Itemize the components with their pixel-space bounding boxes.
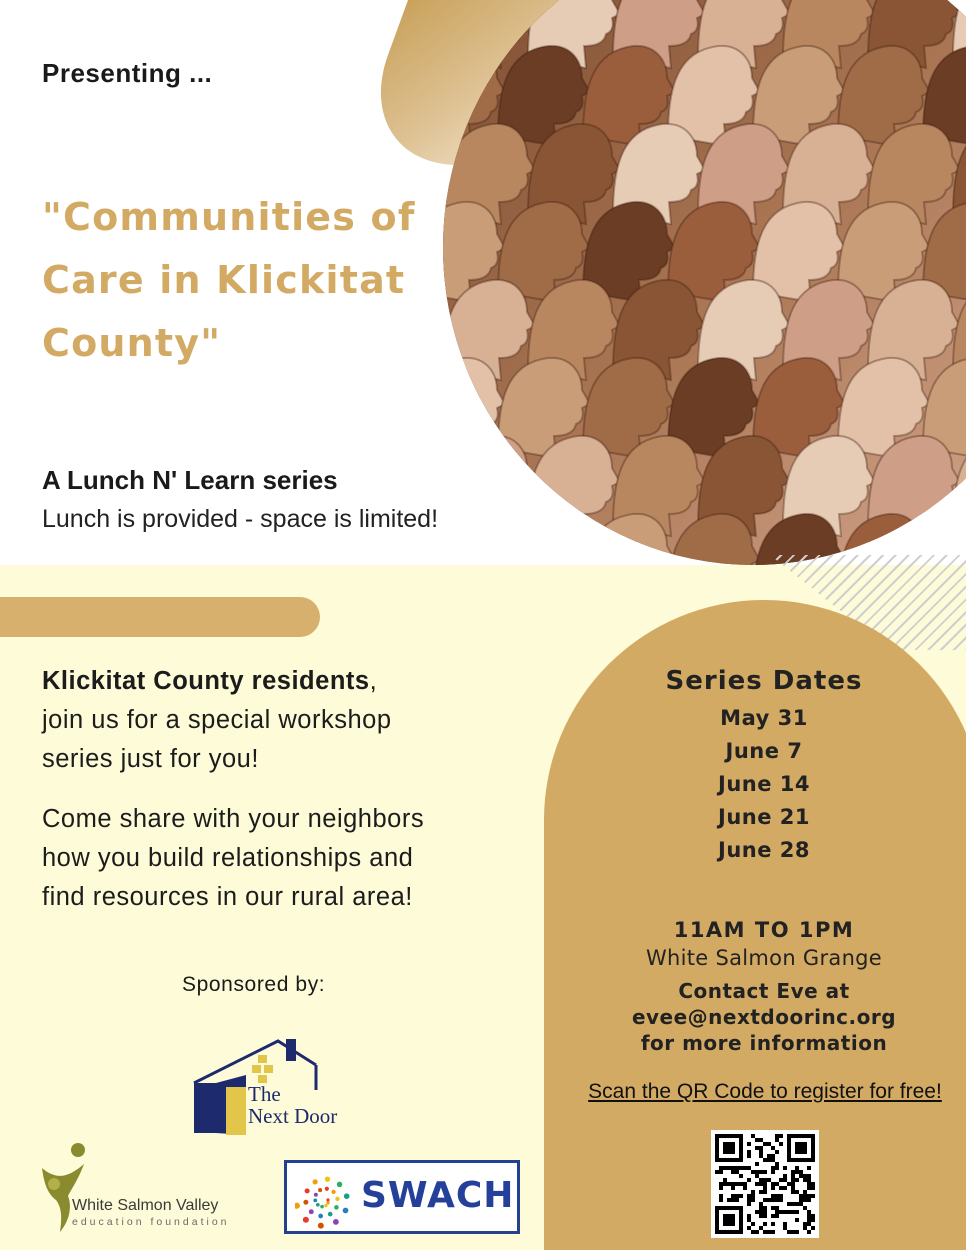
qr-module	[767, 1142, 771, 1146]
qr-module	[755, 1138, 759, 1142]
qr-module	[747, 1150, 751, 1154]
qr-module	[803, 1190, 807, 1194]
qr-module	[743, 1166, 747, 1170]
qr-module	[747, 1202, 751, 1206]
qr-module	[759, 1146, 763, 1150]
qr-module	[807, 1222, 811, 1226]
qr-module	[807, 1174, 811, 1178]
contact-info-line: for more information	[640, 1031, 888, 1055]
qr-module	[751, 1198, 755, 1202]
qr-module	[803, 1178, 807, 1182]
qr-module	[739, 1174, 743, 1178]
qr-module	[755, 1174, 759, 1178]
qr-module	[751, 1194, 755, 1198]
qr-module	[751, 1190, 755, 1194]
qr-module	[795, 1142, 807, 1154]
qr-module	[779, 1178, 783, 1182]
swach-dot	[318, 1223, 324, 1229]
swach-swirl-icon	[295, 1171, 353, 1229]
qr-module	[771, 1146, 775, 1150]
swach-dot	[303, 1200, 308, 1205]
qr-module	[763, 1158, 767, 1162]
qr-module	[767, 1230, 771, 1234]
qr-module	[759, 1154, 763, 1158]
swach-dot	[331, 1190, 335, 1194]
qr-module	[747, 1226, 751, 1230]
qr-module	[791, 1210, 795, 1214]
qr-module	[759, 1226, 763, 1230]
swach-dot	[344, 1193, 350, 1199]
qr-module	[735, 1166, 739, 1170]
qr-module	[807, 1230, 811, 1234]
series-note: Lunch is provided - space is limited!	[42, 505, 439, 533]
dates-heading: Series Dates	[665, 666, 863, 696]
qr-module	[719, 1166, 723, 1170]
invitation-comma: ,	[369, 667, 378, 695]
swach-dot	[325, 1187, 329, 1191]
qr-module	[771, 1158, 775, 1162]
qr-module	[771, 1230, 775, 1234]
qr-module	[747, 1166, 751, 1170]
qr-module	[795, 1190, 799, 1194]
qr-module	[807, 1186, 811, 1190]
qr-module	[731, 1186, 735, 1190]
invitation-line: join us for a special workshop	[42, 706, 392, 734]
qr-module	[747, 1218, 751, 1222]
qr-module	[755, 1170, 759, 1174]
qr-module	[811, 1214, 815, 1218]
qr-module	[743, 1182, 747, 1186]
qr-module	[779, 1134, 783, 1138]
qr-module	[779, 1194, 783, 1198]
qr-code[interactable]	[711, 1130, 819, 1238]
qr-module	[787, 1202, 791, 1206]
qr-module	[799, 1174, 803, 1178]
swach-dot	[313, 1198, 317, 1202]
qr-module	[795, 1218, 799, 1222]
qr-module	[771, 1214, 775, 1218]
qr-module	[731, 1182, 735, 1186]
qr-module	[811, 1182, 815, 1186]
intro-text: Presenting ...	[42, 58, 213, 88]
qr-module	[755, 1210, 759, 1214]
date-item: June 21	[718, 805, 810, 829]
invitation-paragraph	[42, 662, 392, 779]
date-item: June 28	[718, 838, 810, 862]
qr-module	[795, 1230, 799, 1234]
qr-module	[771, 1166, 775, 1170]
qr-module	[759, 1210, 763, 1214]
qr-module	[763, 1190, 767, 1194]
qr-module	[775, 1194, 779, 1198]
share-line: find resources in our rural area!	[42, 883, 413, 911]
invitation-line: series just for you!	[42, 745, 259, 773]
qr-module	[779, 1210, 783, 1214]
qr-module	[799, 1194, 803, 1198]
qr-module	[719, 1194, 723, 1198]
qr-module	[751, 1170, 755, 1174]
qr-module	[771, 1182, 775, 1186]
qr-module	[727, 1166, 731, 1170]
qr-module	[775, 1150, 779, 1154]
series-name: A Lunch N' Learn series	[42, 465, 338, 495]
qr-module	[787, 1210, 791, 1214]
qr-module	[803, 1222, 807, 1226]
swach-dot	[313, 1179, 318, 1184]
qr-module	[759, 1214, 763, 1218]
qr-module	[759, 1190, 763, 1194]
qr-module	[775, 1162, 779, 1166]
qr-module	[783, 1186, 787, 1190]
qr-module	[743, 1186, 747, 1190]
qr-module	[775, 1214, 779, 1218]
qr-module	[807, 1198, 811, 1202]
qr-module	[811, 1186, 815, 1190]
share-line: Come share with your neighbors	[42, 805, 425, 833]
qr-module	[791, 1182, 795, 1186]
swach-dot	[318, 1188, 322, 1192]
date-item: May 31	[720, 706, 808, 730]
event-info	[584, 916, 944, 1056]
qr-module	[747, 1198, 751, 1202]
swach-name: SWACH	[361, 1175, 515, 1216]
qr-module	[723, 1166, 727, 1170]
qr-module	[727, 1182, 731, 1186]
qr-module	[803, 1174, 807, 1178]
qr-module	[775, 1138, 779, 1142]
swach-dot	[333, 1219, 339, 1225]
qr-module	[807, 1166, 811, 1170]
qr-module	[735, 1182, 739, 1186]
qr-module	[791, 1174, 795, 1178]
qr-module	[747, 1214, 751, 1218]
qr-module	[771, 1186, 775, 1190]
qr-module	[775, 1182, 779, 1186]
swach-dot	[318, 1214, 323, 1219]
qr-module	[763, 1170, 767, 1174]
contact-email[interactable]: evee@nextdoorinc.org	[631, 1005, 897, 1029]
qr-module	[803, 1198, 807, 1202]
qr-module	[807, 1182, 811, 1186]
qr-module	[751, 1230, 755, 1234]
qr-module	[731, 1194, 735, 1198]
qr-module	[775, 1166, 779, 1170]
swach-logo	[284, 1160, 520, 1234]
qr-module	[787, 1182, 791, 1186]
qr-module	[771, 1154, 775, 1158]
swach-dot	[334, 1205, 339, 1210]
qr-module	[723, 1142, 735, 1154]
qr-module	[775, 1210, 779, 1214]
wsv-name: White Salmon Valley	[72, 1197, 219, 1214]
qr-module	[807, 1210, 811, 1214]
qr-module	[731, 1170, 735, 1174]
qr-module	[795, 1166, 799, 1170]
decorative-gold-bar	[0, 597, 320, 637]
qr-module	[763, 1206, 767, 1210]
qr-module	[719, 1198, 723, 1202]
qr-module	[799, 1170, 803, 1174]
qr-module	[735, 1194, 739, 1198]
qr-module	[791, 1186, 795, 1190]
qr-module	[807, 1194, 811, 1198]
qr-module	[763, 1198, 767, 1202]
qr-module	[759, 1206, 763, 1210]
wsv-subtitle: education foundation	[72, 1216, 230, 1228]
swach-dot	[337, 1182, 342, 1187]
qr-module	[747, 1178, 751, 1182]
qr-module	[723, 1178, 727, 1182]
qr-module	[735, 1198, 739, 1202]
qr-module	[767, 1178, 771, 1182]
qr-module	[791, 1202, 795, 1206]
qr-module	[759, 1182, 763, 1186]
invitation-lead: Klickitat County residents	[42, 667, 370, 695]
qr-module	[783, 1178, 787, 1182]
swach-dot	[326, 1201, 329, 1204]
qr-module	[763, 1210, 767, 1214]
qr-module	[755, 1182, 759, 1186]
qr-module	[803, 1226, 807, 1230]
qr-module	[751, 1222, 755, 1226]
swach-dot	[303, 1217, 309, 1223]
event-time: 11AM TO 1PM	[673, 918, 855, 942]
qr-module	[719, 1186, 723, 1190]
qr-module	[795, 1178, 799, 1182]
qr-module	[747, 1154, 751, 1158]
qr-module	[803, 1206, 807, 1210]
swach-dot	[328, 1212, 333, 1217]
qr-module	[739, 1166, 743, 1170]
swach-dot	[326, 1198, 329, 1201]
qr-module	[719, 1170, 723, 1174]
qr-module	[795, 1210, 799, 1214]
qr-module	[799, 1202, 803, 1206]
date-item: June 14	[718, 772, 810, 796]
qr-module	[715, 1170, 719, 1174]
qr-module	[779, 1142, 783, 1146]
qr-module	[739, 1182, 743, 1186]
qr-module	[771, 1206, 775, 1210]
qr-module	[767, 1154, 771, 1158]
qr-module	[759, 1150, 763, 1154]
qr-module	[791, 1170, 795, 1174]
qr-module	[763, 1178, 767, 1182]
qr-module	[799, 1198, 803, 1202]
qr-module	[783, 1174, 787, 1178]
title-line: Care in Klickitat	[42, 258, 406, 302]
swach-dot	[335, 1197, 339, 1201]
swach-dot	[316, 1203, 320, 1207]
qr-module	[791, 1190, 795, 1194]
qr-module	[731, 1166, 735, 1170]
date-item: June 7	[725, 739, 803, 763]
qr-module	[723, 1182, 727, 1186]
qr-module	[771, 1170, 775, 1174]
qr-module	[763, 1222, 767, 1226]
contact-line: Contact Eve at	[678, 979, 850, 1003]
qr-module	[759, 1202, 763, 1206]
next-door-name	[248, 1083, 337, 1127]
qr-module	[763, 1214, 767, 1218]
qr-module	[783, 1210, 787, 1214]
qr-module	[727, 1198, 731, 1202]
swach-dot	[309, 1209, 314, 1214]
qr-module	[811, 1194, 815, 1198]
qr-module	[811, 1218, 815, 1222]
qr-module	[807, 1218, 811, 1222]
qr-module	[783, 1166, 787, 1170]
qr-module	[723, 1214, 735, 1226]
qr-module	[739, 1194, 743, 1198]
qr-module	[719, 1182, 723, 1186]
qr-module	[807, 1214, 811, 1218]
register-link[interactable]: Scan the QR Code to register for free!	[588, 1080, 942, 1103]
qr-module	[771, 1222, 775, 1226]
qr-module	[755, 1230, 759, 1234]
qr-module	[759, 1138, 763, 1142]
series-dates	[584, 666, 944, 867]
next-door-line: Next Door	[248, 1104, 338, 1128]
qr-module	[811, 1226, 815, 1230]
qr-module	[791, 1230, 795, 1234]
qr-module	[791, 1178, 795, 1182]
qr-module	[783, 1226, 787, 1230]
qr-module	[771, 1198, 775, 1202]
qr-module	[763, 1182, 767, 1186]
next-door-line: The	[248, 1082, 281, 1106]
qr-module	[767, 1158, 771, 1162]
qr-module	[783, 1222, 787, 1226]
swach-dot	[324, 1204, 327, 1207]
qr-module	[755, 1162, 759, 1166]
sponsored-label: Sponsored by:	[182, 973, 326, 996]
qr-module	[779, 1186, 783, 1190]
swach-dot	[343, 1208, 349, 1214]
qr-module	[803, 1194, 807, 1198]
qr-module	[775, 1206, 779, 1210]
qr-module	[747, 1194, 751, 1198]
swach-dot	[305, 1188, 310, 1193]
qr-module	[747, 1142, 751, 1146]
qr-module	[767, 1198, 771, 1202]
qr-module	[763, 1142, 767, 1146]
qr-module	[763, 1186, 767, 1190]
share-paragraph	[42, 800, 424, 917]
swach-dot	[314, 1193, 318, 1197]
qr-module	[751, 1134, 755, 1138]
qr-module	[759, 1170, 763, 1174]
qr-module	[759, 1178, 763, 1182]
qr-module	[755, 1146, 759, 1150]
qr-module	[763, 1230, 767, 1234]
event-place: White Salmon Grange	[645, 946, 883, 970]
share-line: how you build relationships and	[42, 844, 414, 872]
qr-module	[775, 1198, 779, 1202]
event-title	[42, 186, 442, 375]
swach-dot	[320, 1205, 324, 1209]
swach-dot	[325, 1177, 330, 1182]
qr-module	[735, 1170, 739, 1174]
qr-module	[775, 1134, 779, 1138]
title-line: "Communities of	[42, 195, 416, 239]
qr-module	[779, 1198, 783, 1202]
qr-module	[807, 1178, 811, 1182]
qr-module	[731, 1198, 735, 1202]
qr-module	[795, 1170, 799, 1174]
qr-module	[771, 1194, 775, 1198]
title-line: County"	[42, 321, 222, 365]
swach-dot	[295, 1203, 300, 1209]
qr-module	[795, 1202, 799, 1206]
qr-module	[787, 1230, 791, 1234]
